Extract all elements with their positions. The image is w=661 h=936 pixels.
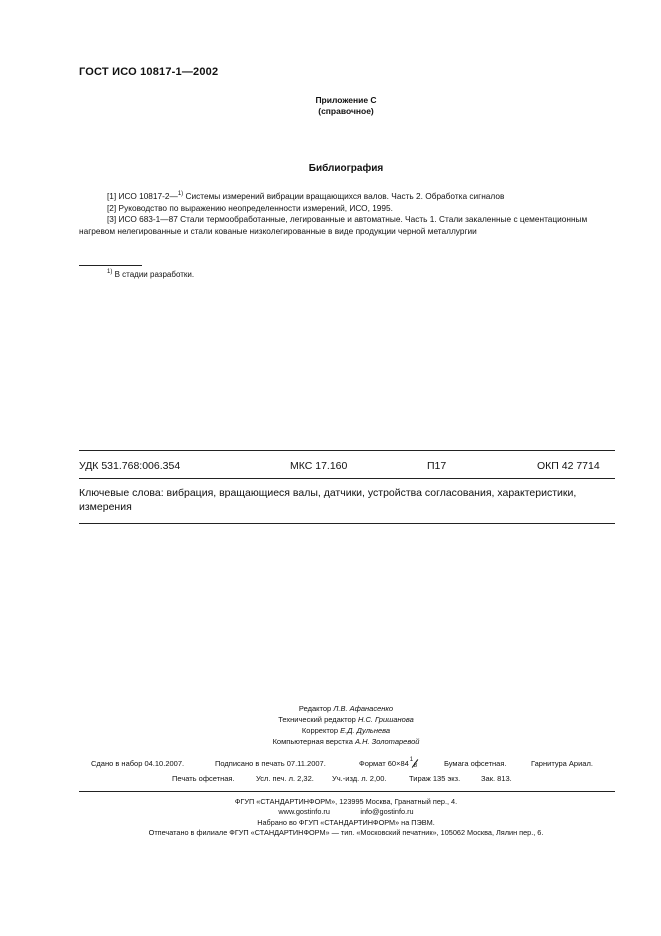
publisher-email: info@gostinfo.ru	[360, 807, 414, 817]
credit-layout: Компьютерная верстка А.Н. Золотаревой	[272, 737, 420, 746]
publisher-block	[0, 797, 661, 838]
bibliography-list	[79, 191, 617, 237]
print-sheets: Усл. печ. л. 2,32.	[256, 774, 314, 783]
annex-subtitle: (справочное)	[318, 106, 374, 116]
print-font: Гарнитура Ариал.	[531, 759, 593, 768]
print-date-set: Сдано в набор 04.10.2007.	[91, 759, 185, 768]
footnote	[107, 270, 194, 279]
credit-editor: Редактор Л.В. Афанасенко	[298, 704, 394, 713]
codes-top-rule	[79, 450, 615, 451]
publisher-top-rule	[79, 791, 615, 792]
codes-bottom-rule	[79, 478, 615, 479]
bibliography-ref-3: [3] ИСО 683-1—87 Стали термообработанные, легированные и автоматные. Часть 1. Стали закаленные с цементационным нагревом нелегированные и стали кованые низколегированные в виде продукции черной металлургии	[79, 214, 588, 236]
mks-code: МКС 17.160	[290, 460, 348, 472]
print-format: Формат 60×84 1 8	[359, 757, 418, 770]
footnote-divider	[79, 265, 142, 266]
fraction-mark: 1 8	[409, 757, 418, 770]
print-date-signed: Подписано в печать 07.11.2007.	[215, 759, 326, 768]
p-code: П17	[427, 460, 447, 472]
keywords: Ключевые слова: вибрация, вращающиеся валы, датчики, устройства согласования, характеристики, измерения	[79, 487, 577, 513]
print-paper: Бумага офсетная.	[444, 759, 507, 768]
publisher-address: ФГУП «СТАНДАРТИНФОРМ», 123995 Москва, Гранатный пер., 4.	[234, 797, 458, 806]
print-pub-sheets: Уч.-изд. л. 2,00.	[332, 774, 387, 783]
footnote-text: В стадии разработки.	[114, 270, 195, 279]
annex-heading	[0, 95, 661, 117]
publisher-contacts	[0, 807, 661, 817]
bibliography-title: Библиография	[308, 163, 384, 174]
footnote-mark: 1)	[107, 269, 113, 275]
footnote-ref-mark: 1)	[177, 191, 184, 197]
publisher-printed: Отпечатано в филиале ФГУП «СТАНДАРТИНФОРМ» — тип. «Московский печатник», 105062 Москва, Лялин пер., 6.	[148, 827, 544, 837]
credit-tech-editor: Технический редактор Н.С. Гришанова	[278, 715, 414, 724]
annex-title: Приложение С	[315, 95, 377, 105]
credits-block	[0, 703, 661, 747]
bibliography-ref-1: [1] ИСО 10817-2—$^{1)}$ Системы измерений вибрации вращающихся валов. Часть 2. Обработка сигналов	[107, 191, 505, 201]
print-order: Зак. 813.	[481, 774, 512, 783]
publisher-typeset: Набрано во ФГУП «СТАНДАРТИНФОРМ» на ПЭВМ.	[257, 817, 435, 827]
okp-code: ОКП 42 7714	[537, 460, 600, 472]
udk-code: УДК 531.768:006.354	[79, 460, 181, 472]
credit-proofreader: Корректор Е.Д. Дульнева	[301, 726, 391, 735]
print-method: Печать офсетная.	[172, 774, 235, 783]
document-header: ГОСТ ИСО 10817-1—2002	[79, 66, 219, 78]
keywords-bottom-rule	[79, 523, 615, 524]
publisher-web: www.gostinfo.ru	[278, 807, 330, 817]
print-run: Тираж 135 экз.	[409, 774, 461, 783]
bibliography-ref-2: [2] Руководство по выражению неопределенности измерений, ИСО, 1995.	[107, 202, 393, 213]
